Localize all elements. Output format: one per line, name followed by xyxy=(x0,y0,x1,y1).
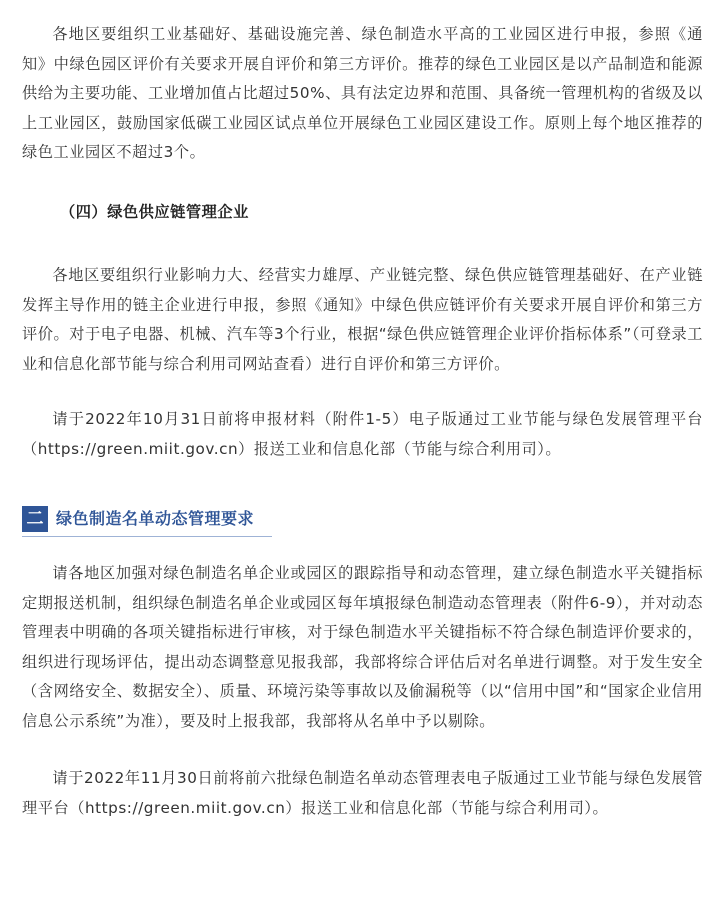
paragraph-submission-deadline-1: 请于2022年10月31日前将申报材料（附件1-5）电子版通过工业节能与绿色发展管理平台（https://green.miit.gov.cn）报送工业和信息化部（节能与综合利用司）。 xyxy=(22,410,703,458)
paragraph-supply-chain-enterprises: 各地区要组织行业影响力大、经营实力雄厚、产业链完整、绿色供应链管理基础好、在产业链发挥主导作用的链主企业进行申报，参照《通知》中绿色供应链评价有关要求开展自评价和第三方评价。对于电子电器、机械、汽车等3个行业，根据“绿色供应链管理企业评价指标体系”（可登录工业和信息化部节能与综合利用司网站查看）进行自评价和第三方评价。 xyxy=(22,266,703,373)
section-title: 绿色制造名单动态管理要求 xyxy=(56,509,255,528)
paragraph-submission-deadline-2: 请于2022年11月30日前将前六批绿色制造名单动态管理表电子版通过工业节能与绿色发展管理平台（https://green.miit.gov.cn）报送工业和信息化部（节能与综合利用司）。 xyxy=(22,769,703,817)
subheading-green-supply-chain: （四）绿色供应链管理企业 xyxy=(60,202,249,221)
paragraph-green-industrial-parks: 各地区要组织工业基础好、基础设施完善、绿色制造水平高的工业园区进行申报，参照《通知》中绿色园区评价有关要求开展自评价和第三方评价。推荐的绿色工业园区是以产品制造和能源供给为主要功能、工业增加值占比超过50%、具有法定边界和范围、具备统一管理机构的省级及以上工业园区，鼓励国家低碳工业园区试点单位开展绿色工业园区建设工作。原则上每个地区推荐的绿色工业园区不超过3个。 xyxy=(22,25,703,161)
section-header xyxy=(22,504,272,537)
section-number-badge: 二 xyxy=(22,506,48,532)
paragraph-dynamic-management: 请各地区加强对绿色制造名单企业或园区的跟踪指导和动态管理，建立绿色制造水平关键指标定期报送机制，组织绿色制造名单企业或园区每年填报绿色制造动态管理表（附件6-9），并对动态管理表中明确的各项关键指标进行审核，对于绿色制造水平关键指标不符合绿色制造评价要求的，组织进行现场评估，提出动态调整意见报我部，我部将综合评估后对名单进行调整。对于发生安全（含网络安全、数据安全）、质量、环境污染等事故以及偷漏税等（以“信用中国”和“国家企业信用信息公示系统”为准），要及时上报我部，我部将从名单中予以剔除。 xyxy=(22,564,703,730)
